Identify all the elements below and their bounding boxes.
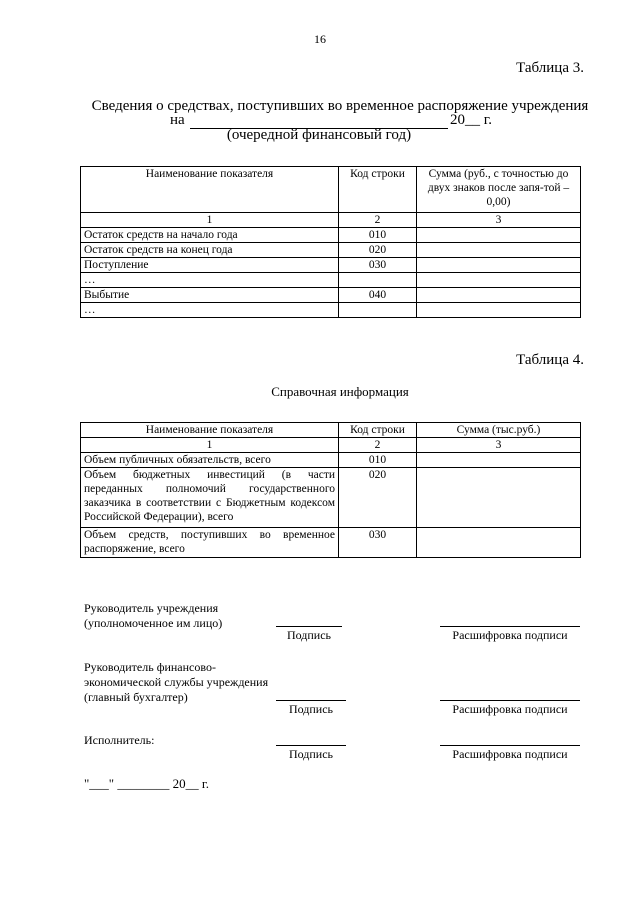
row-code: 040: [339, 288, 417, 303]
decode-line: [440, 626, 580, 627]
decode-label: Расшифровка подписи: [452, 747, 568, 761]
row-name: …: [81, 303, 339, 318]
table4-subtitle: Справочная информация: [271, 384, 409, 399]
table-row: [81, 243, 581, 258]
date-line: "___" ________ 20__ г.: [84, 776, 209, 791]
signature-label: Подпись: [288, 702, 334, 716]
role-line: (главный бухгалтер): [84, 690, 188, 704]
page-number: 16: [314, 32, 326, 46]
row-name: Объем публичных обязательств, всего: [81, 453, 339, 468]
table4-header-code: Код строки: [339, 423, 417, 438]
decode-line: [440, 700, 580, 701]
row-name: Объем бюджетных инвестиций (в части переданных полномочий государственного заказчика в соответствии с Бюджетным кодексом Российской Федерации), всего: [81, 468, 339, 528]
table-row: [81, 303, 581, 318]
table4-num-3: 3: [417, 438, 581, 453]
row-code: 030: [339, 528, 417, 558]
role-line: (уполномоченное им лицо): [84, 616, 223, 630]
row-sum: [417, 303, 581, 318]
table3-date-note: (очередной финансовый год): [226, 127, 412, 143]
table-row: [81, 288, 581, 303]
table4-num-2: 2: [339, 438, 417, 453]
signature-block-accountant: [84, 660, 268, 705]
table3-num-1: 1: [81, 213, 339, 228]
row-sum: [417, 273, 581, 288]
table3-date-suffix: 20__ г.: [450, 112, 492, 128]
role-line: Исполнитель:: [84, 733, 155, 747]
table3: [80, 166, 581, 318]
table4-number-row: [81, 438, 581, 453]
signature-label: Подпись: [286, 628, 332, 642]
table4-caption: Таблица 4.: [516, 352, 584, 368]
signature-block-executor: [84, 733, 154, 748]
row-sum: [417, 453, 581, 468]
row-code: 010: [339, 453, 417, 468]
row-name: Поступление: [81, 258, 339, 273]
row-sum: [417, 288, 581, 303]
table3-title: Сведения о средствах, поступивших во временное распоряжение учреждения: [91, 98, 589, 114]
role-line: Руководитель финансово-: [84, 660, 216, 674]
row-sum: [417, 243, 581, 258]
signature-line: [276, 745, 346, 746]
signature-line: [276, 700, 346, 701]
table3-header-row: [81, 167, 581, 213]
row-code: [339, 273, 417, 288]
row-name: …: [81, 273, 339, 288]
table3-caption: Таблица 3.: [516, 60, 584, 76]
table-row: [81, 453, 581, 468]
table3-header-sum: Сумма (руб., с точностью до двух знаков после запя-той – 0,00): [417, 167, 581, 213]
row-sum: [417, 528, 581, 558]
table4-num-1: 1: [81, 438, 339, 453]
table4-header-name: Наименование показателя: [81, 423, 339, 438]
row-name: Остаток средств на начало года: [81, 228, 339, 243]
signature-label: Подпись: [288, 747, 334, 761]
table-row: [81, 228, 581, 243]
row-code: 020: [339, 243, 417, 258]
table4-header-sum: Сумма (тыс.руб.): [417, 423, 581, 438]
table-row: [81, 468, 581, 528]
row-sum: [417, 228, 581, 243]
row-name: Остаток средств на конец года: [81, 243, 339, 258]
table3-number-row: [81, 213, 581, 228]
row-name: Объем средств, поступивших во временное распоряжение, всего: [81, 528, 339, 558]
row-name: Выбытие: [81, 288, 339, 303]
role-line: экономической службы учреждения: [84, 675, 269, 689]
row-code: [339, 303, 417, 318]
decode-label: Расшифровка подписи: [452, 628, 568, 642]
table-row: [81, 258, 581, 273]
signature-line: [276, 626, 342, 627]
role-line: Руководитель учреждения: [84, 601, 219, 615]
table-row: [81, 273, 581, 288]
table-row: [81, 528, 581, 558]
table3-date-prefix: на: [170, 112, 185, 128]
table3-header-name: Наименование показателя: [81, 167, 339, 213]
row-sum: [417, 258, 581, 273]
row-sum: [417, 468, 581, 528]
table4: [80, 422, 581, 558]
table3-num-2: 2: [339, 213, 417, 228]
table3-header-code: Код строки: [339, 167, 417, 213]
signature-block-head: [84, 601, 222, 631]
decode-label: Расшифровка подписи: [452, 702, 568, 716]
row-code: 010: [339, 228, 417, 243]
table3-num-3: 3: [417, 213, 581, 228]
row-code: 020: [339, 468, 417, 528]
table4-header-row: [81, 423, 581, 438]
decode-line: [440, 745, 580, 746]
row-code: 030: [339, 258, 417, 273]
